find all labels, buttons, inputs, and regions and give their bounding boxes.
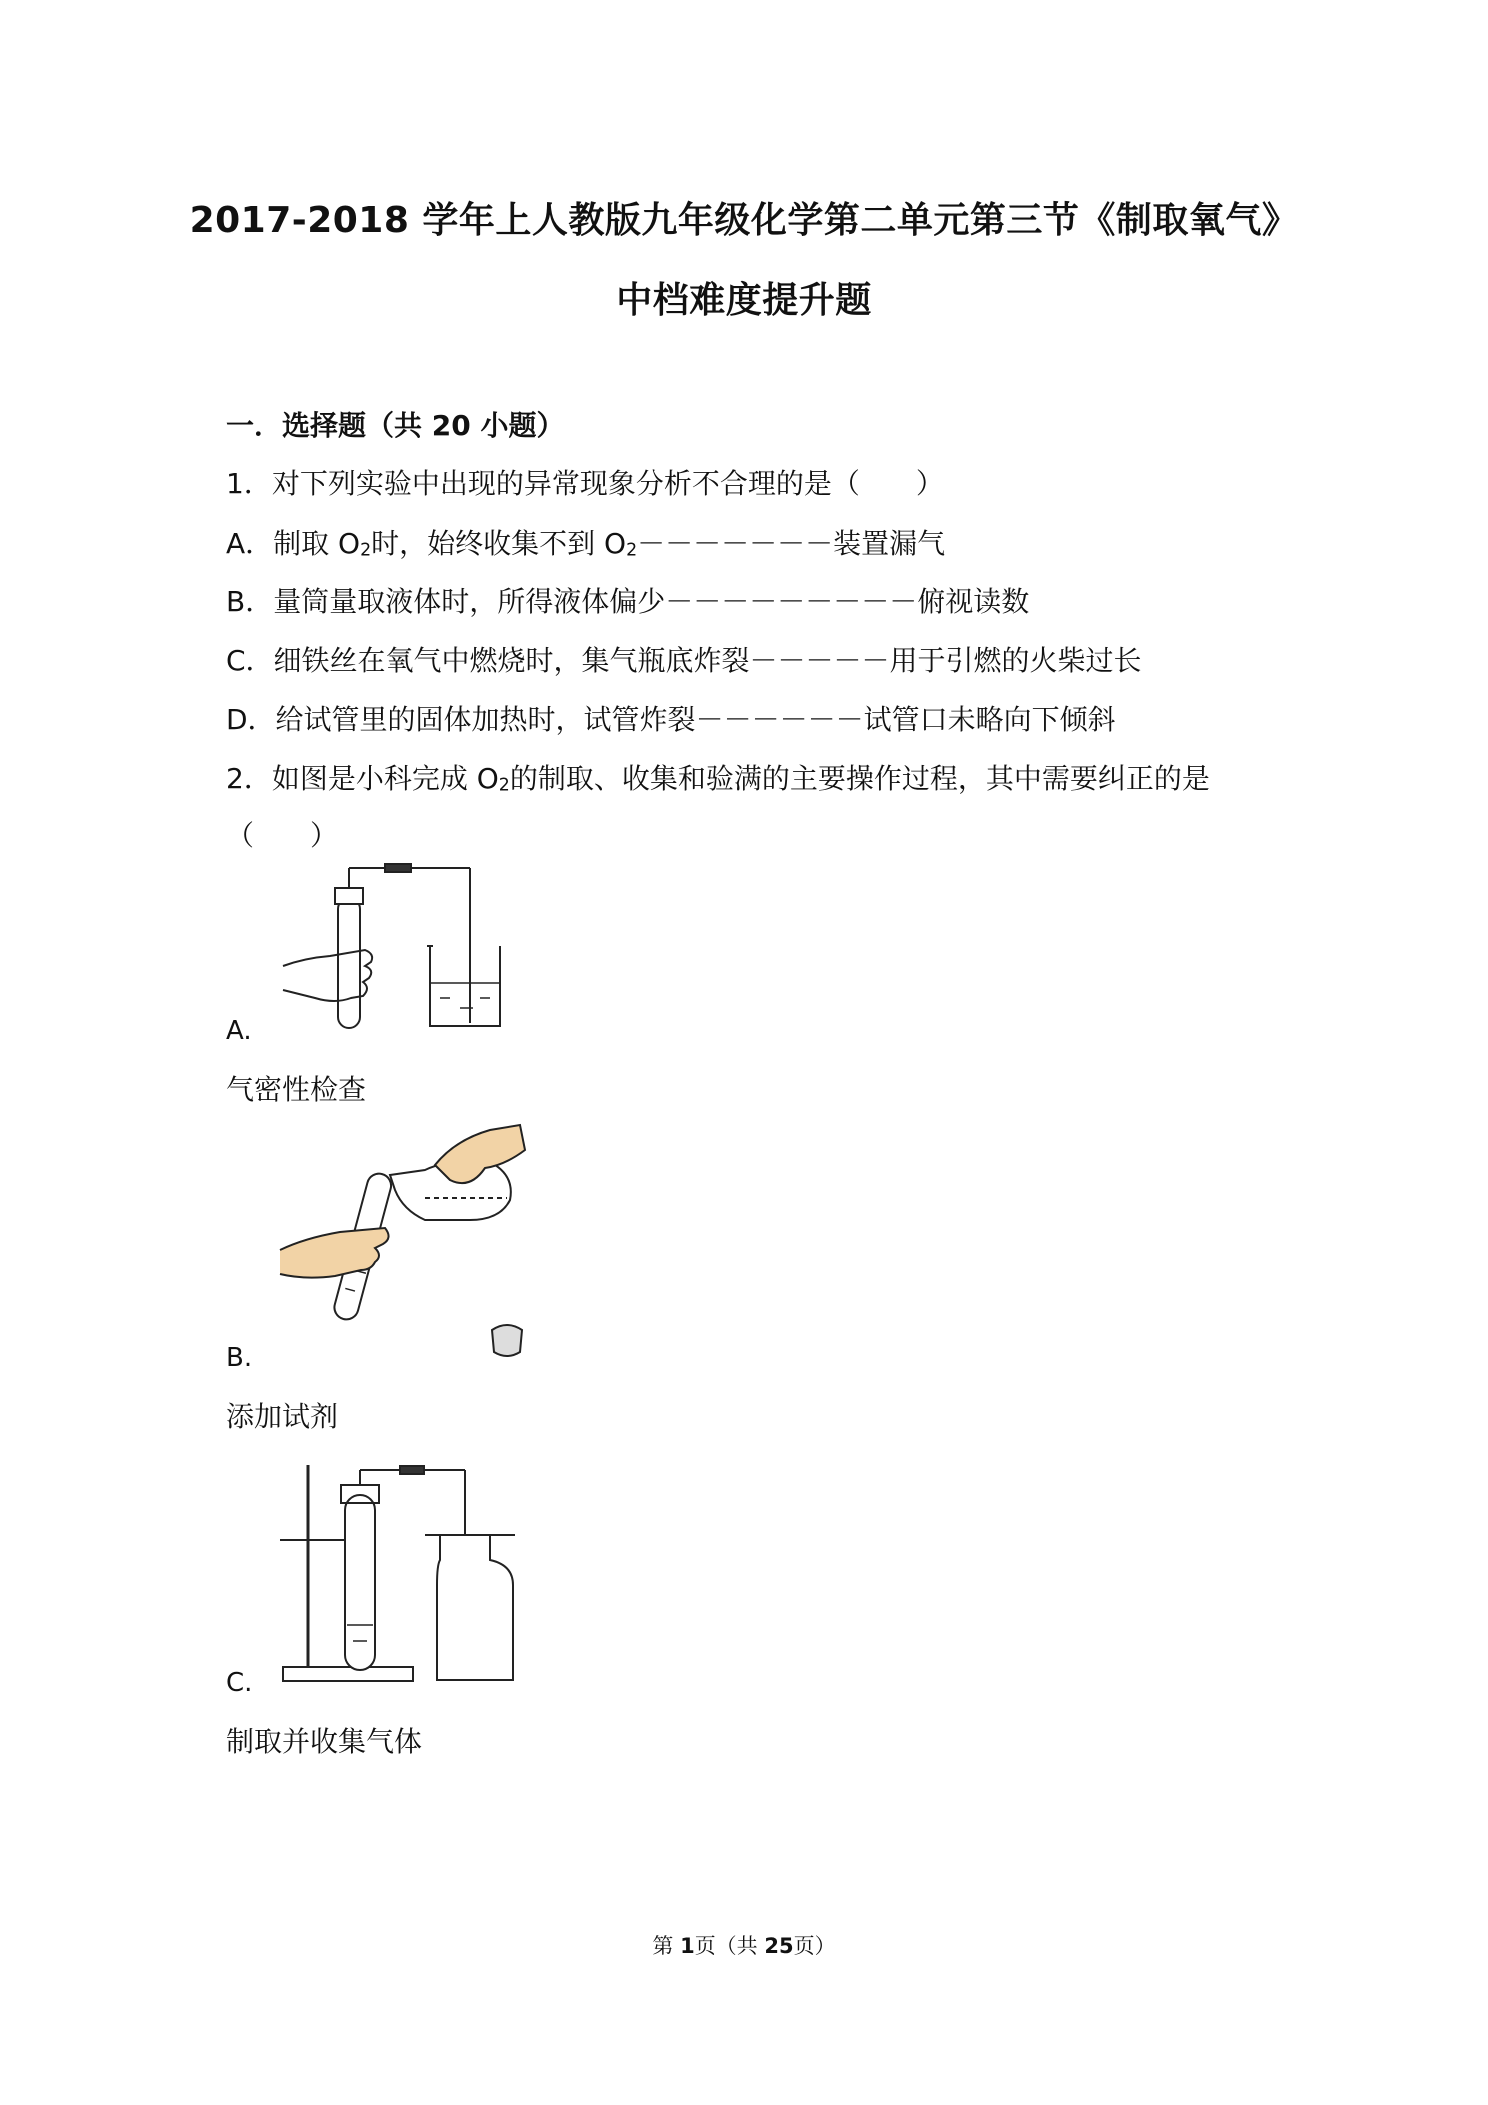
subscript-2: 2 bbox=[626, 540, 638, 561]
question-1-stem: 1．对下列实验中出现的异常现象分析不合理的是（ ） bbox=[226, 467, 944, 500]
figure-b-label: B. bbox=[226, 1343, 253, 1373]
question-2-answer-paren: （ ） bbox=[226, 819, 339, 852]
footer-middle: 页（共 bbox=[694, 1934, 765, 1958]
figure-a-caption: 气密性检查 bbox=[226, 1073, 367, 1106]
figure-c-label: C. bbox=[226, 1668, 253, 1698]
figure-produce-collect-gas bbox=[275, 1455, 535, 1690]
title-line-2: 中档难度提升题 bbox=[616, 280, 872, 321]
title-line-1: 2017-2018 学年上人教版九年级化学第二单元第三节《制取氧气》 bbox=[189, 200, 1299, 241]
question-1-option-a bbox=[226, 522, 945, 562]
figure-b-caption: 添加试剂 bbox=[226, 1400, 339, 1433]
figure-adding-reagent bbox=[275, 1120, 535, 1370]
figure-c-caption: 制取并收集气体 bbox=[226, 1725, 423, 1758]
subscript-2: 2 bbox=[498, 775, 510, 796]
figure-airtightness-check bbox=[275, 858, 515, 1038]
question-2-stem-text-2: 的制取、收集和验满的主要操作过程，其中需要纠正的是 bbox=[509, 762, 1210, 795]
figure-a-label: A. bbox=[226, 1016, 252, 1046]
question-2-stem-text-1: 2．如图是小科完成 O bbox=[226, 762, 499, 795]
question-1-option-c: C．细铁丝在氧气中燃烧时，集气瓶底炸裂－－－－－用于引燃的火柴过长 bbox=[226, 644, 1142, 677]
subscript-2: 2 bbox=[360, 540, 372, 561]
question-1-option-d: D．给试管里的固体加热时，试管炸裂－－－－－－试管口未略向下倾斜 bbox=[226, 703, 1116, 736]
footer-page-number: 1 bbox=[680, 1934, 695, 1958]
footer-suffix: 页） bbox=[793, 1934, 836, 1958]
question-2-stem bbox=[226, 757, 1210, 797]
footer-total-pages: 25 bbox=[764, 1934, 794, 1958]
section-heading: 一．选择题（共 20 小题） bbox=[226, 409, 565, 442]
question-1-option-b: B．量筒量取液体时，所得液体偏少－－－－－－－－－俯视读数 bbox=[226, 585, 1030, 618]
option-a-text-1: A．制取 O bbox=[226, 527, 361, 560]
footer-prefix: 第 bbox=[652, 1934, 681, 1958]
option-a-text-2: 时，始终收集不到 O bbox=[371, 527, 627, 560]
option-a-text-3: －－－－－－－装置漏气 bbox=[637, 527, 946, 560]
page-footer bbox=[0, 1930, 1488, 1960]
